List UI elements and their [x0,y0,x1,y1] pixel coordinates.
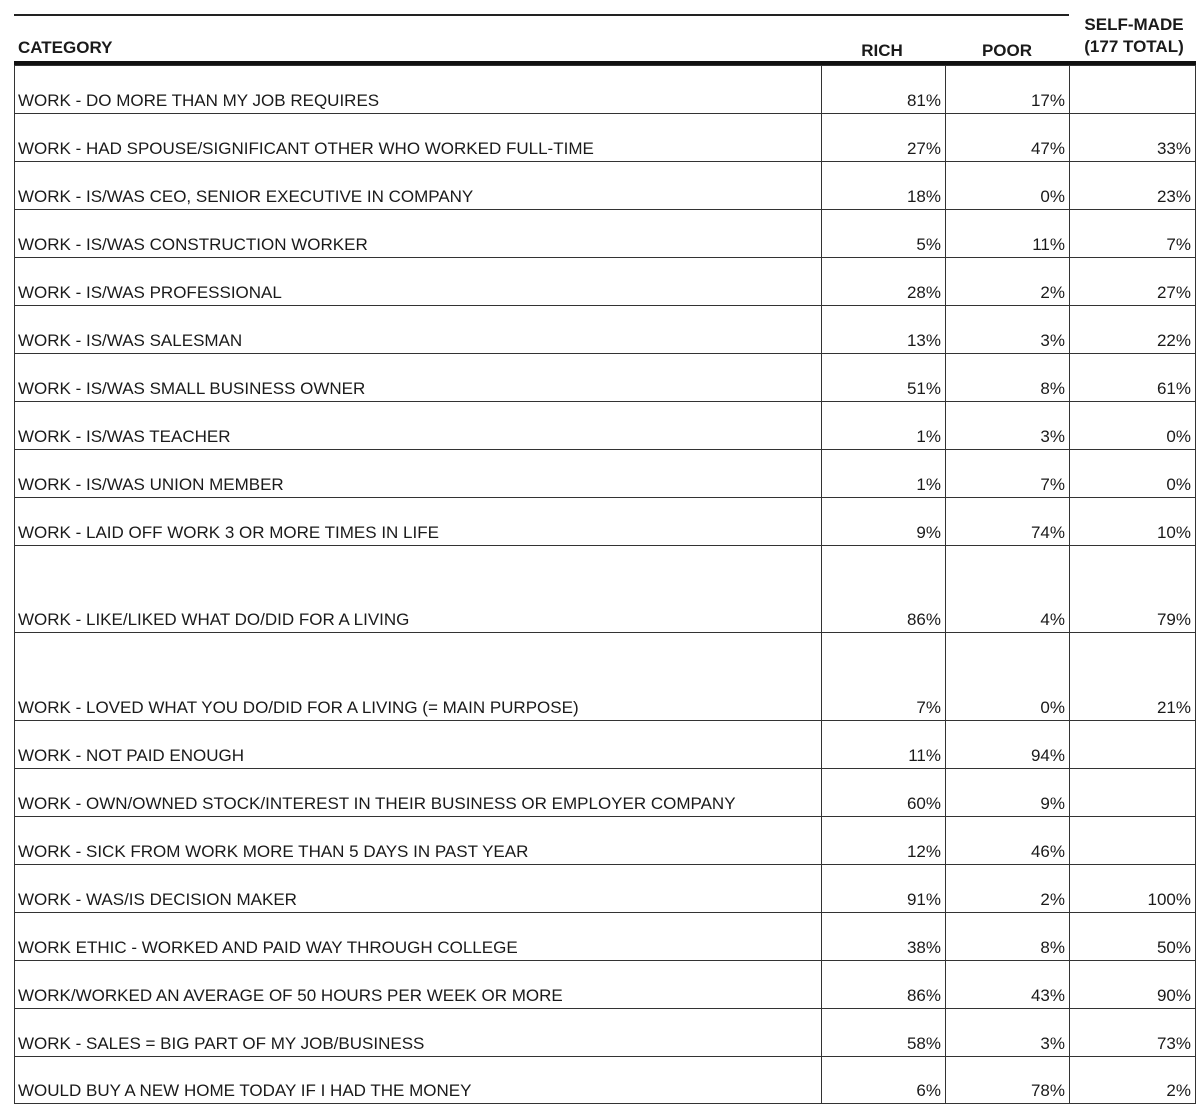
table-row [15,1057,1196,1104]
rich-cell: 5% [822,210,946,258]
poor-cell: 46% [946,817,1070,865]
rich-cell: 18% [822,162,946,210]
category-cell: WORK - LAID OFF WORK 3 OR MORE TIMES IN LIFE [15,498,822,546]
poor-cell: 17% [946,66,1070,114]
self-made-cell: 7% [1070,210,1196,258]
rich-cell: 12% [822,817,946,865]
rich-cell: 86% [822,961,946,1009]
rich-cell: 7% [822,633,946,721]
self-made-cell: 2% [1070,1057,1196,1104]
category-cell: WORK - IS/WAS CEO, SENIOR EXECUTIVE IN COMPANY [15,162,822,210]
self-made-cell: 73% [1070,1009,1196,1057]
self-made-cell: 100% [1070,865,1196,913]
self-made-cell: 27% [1070,258,1196,306]
category-cell: WORK - WAS/IS DECISION MAKER [15,865,822,913]
rich-cell: 86% [822,546,946,633]
poor-cell: 94% [946,721,1070,769]
table-row [15,450,1196,498]
category-cell: WORK - IS/WAS CONSTRUCTION WORKER [15,210,822,258]
rich-cell: 38% [822,913,946,961]
poor-cell: 0% [946,633,1070,721]
category-cell: WORK - LIKE/LIKED WHAT DO/DID FOR A LIVING [15,546,822,633]
category-cell: WORK ETHIC - WORKED AND PAID WAY THROUGH COLLEGE [15,913,822,961]
category-cell: WOULD BUY A NEW HOME TODAY IF I HAD THE MONEY [15,1057,822,1104]
rich-cell: 1% [822,450,946,498]
rich-cell: 81% [822,66,946,114]
rich-cell: 1% [822,402,946,450]
poor-cell: 3% [946,1009,1070,1057]
poor-cell: 8% [946,354,1070,402]
category-cell: WORK - NOT PAID ENOUGH [15,721,822,769]
poor-cell: 11% [946,210,1070,258]
self-made-cell [1070,817,1196,865]
header-self-made-line1: SELF-MADE [1084,15,1184,34]
poor-cell: 3% [946,402,1070,450]
poor-cell: 0% [946,162,1070,210]
self-made-cell: 0% [1070,450,1196,498]
self-made-cell: 23% [1070,162,1196,210]
rich-cell: 11% [822,721,946,769]
data-table [14,65,1196,1104]
header-poor: POOR [981,41,1033,60]
rich-cell: 28% [822,258,946,306]
table-row [15,114,1196,162]
table-row [15,402,1196,450]
table-row [15,66,1196,114]
self-made-cell: 90% [1070,961,1196,1009]
rich-cell: 13% [822,306,946,354]
header-self-made-line2: (177 TOTAL) [1084,37,1184,56]
table-row [15,633,1196,721]
header-self-made [1070,14,1198,58]
table-row [15,865,1196,913]
category-cell: WORK - LOVED WHAT YOU DO/DID FOR A LIVING (= MAIN PURPOSE) [15,633,822,721]
category-cell: WORK/WORKED AN AVERAGE OF 50 HOURS PER WEEK OR MORE [15,961,822,1009]
table-row [15,546,1196,633]
category-cell: WORK - IS/WAS UNION MEMBER [15,450,822,498]
rich-cell: 58% [822,1009,946,1057]
self-made-cell [1070,769,1196,817]
table-row [15,162,1196,210]
table-row [15,769,1196,817]
self-made-cell: 79% [1070,546,1196,633]
header-rich: RICH [861,41,903,60]
self-made-cell: 21% [1070,633,1196,721]
table-row [15,817,1196,865]
category-cell: WORK - IS/WAS SMALL BUSINESS OWNER [15,354,822,402]
poor-cell: 4% [946,546,1070,633]
rich-cell: 60% [822,769,946,817]
table-row [15,354,1196,402]
category-cell: WORK - SALES = BIG PART OF MY JOB/BUSINESS [15,1009,822,1057]
category-cell: WORK - IS/WAS TEACHER [15,402,822,450]
poor-cell: 7% [946,450,1070,498]
table-row [15,961,1196,1009]
table-row [15,1009,1196,1057]
table-row [15,258,1196,306]
self-made-cell: 22% [1070,306,1196,354]
category-cell: WORK - HAD SPOUSE/SIGNIFICANT OTHER WHO WORKED FULL-TIME [15,114,822,162]
table-row [15,210,1196,258]
category-cell: WORK - OWN/OWNED STOCK/INTEREST IN THEIR BUSINESS OR EMPLOYER COMPANY [15,769,822,817]
poor-cell: 47% [946,114,1070,162]
poor-cell: 8% [946,913,1070,961]
poor-cell: 9% [946,769,1070,817]
self-made-cell: 33% [1070,114,1196,162]
self-made-cell [1070,66,1196,114]
poor-cell: 78% [946,1057,1070,1104]
self-made-cell: 0% [1070,402,1196,450]
poor-cell: 2% [946,258,1070,306]
header-top-rule [14,14,1069,16]
rich-cell: 27% [822,114,946,162]
self-made-cell [1070,721,1196,769]
table-row [15,913,1196,961]
category-cell: WORK - IS/WAS SALESMAN [15,306,822,354]
rich-cell: 9% [822,498,946,546]
rich-cell: 6% [822,1057,946,1104]
category-cell: WORK - DO MORE THAN MY JOB REQUIRES [15,66,822,114]
header-category: CATEGORY [18,38,113,57]
poor-cell: 74% [946,498,1070,546]
self-made-cell: 61% [1070,354,1196,402]
category-cell: WORK - SICK FROM WORK MORE THAN 5 DAYS IN PAST YEAR [15,817,822,865]
table-row [15,306,1196,354]
self-made-cell: 50% [1070,913,1196,961]
rich-cell: 51% [822,354,946,402]
rich-cell: 91% [822,865,946,913]
category-cell: WORK - IS/WAS PROFESSIONAL [15,258,822,306]
table-row [15,498,1196,546]
poor-cell: 2% [946,865,1070,913]
poor-cell: 3% [946,306,1070,354]
poor-cell: 43% [946,961,1070,1009]
table-row [15,721,1196,769]
self-made-cell: 10% [1070,498,1196,546]
table-body [15,66,1196,1104]
